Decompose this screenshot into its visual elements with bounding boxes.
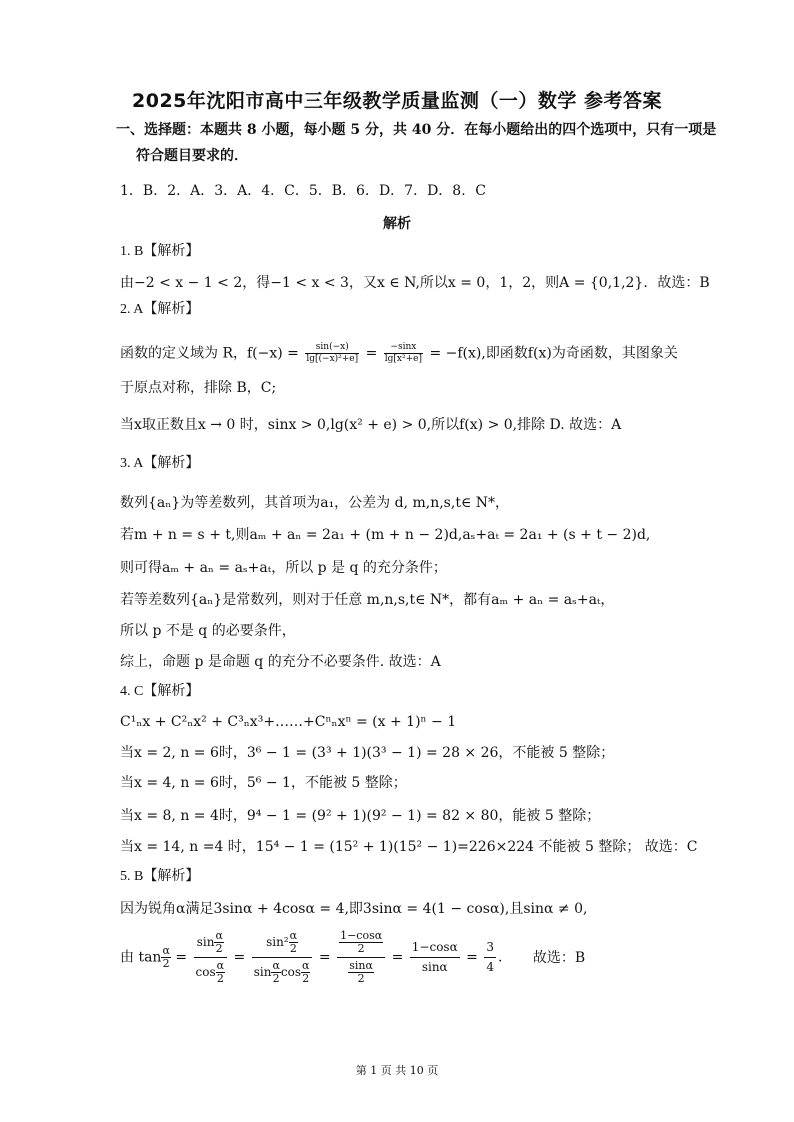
q3-line4: 若等差数列{aₙ}是常数列，则对于任意 m,n,s,t∈ N*，都有aₘ + aₙ = aₛ+aₜ， — [120, 592, 615, 608]
q2-fraction-1 — [305, 342, 359, 365]
q5-frac-sin2 — [252, 930, 313, 985]
section-heading-line1: 一、选择题：本题共 8 小题，每小题 5 分，共 40 分．在每小题给出的四个选项中，只有一项是 — [116, 122, 717, 138]
q4-line3: 当x = 4, n = 6时，5⁶ − 1，不能被 5 整除； — [120, 775, 407, 791]
q2-line1 — [120, 342, 754, 365]
q5-alpha: α — [162, 944, 170, 957]
q4-line1: C¹ₙx + C²ₙx² + C³ₙx³+……+Cⁿₙxⁿ = (x + 1)ⁿ − 1 — [120, 714, 457, 730]
q5-two-f: 2 — [302, 972, 310, 985]
q5-half-alpha-d — [289, 930, 298, 955]
q2-equals: = — [361, 345, 382, 362]
q5-alpha-d: α — [289, 929, 298, 942]
q5-frac-4-num: 1−cosα — [410, 940, 460, 958]
q5-eq-5: = — [466, 949, 478, 966]
q3-header: 3. A【解析】 — [120, 456, 200, 471]
q4-line2: 当x = 2, n = 6时，3⁶ − 1 = (3³ + 1)(3³ − 1) = 28 × 26，不能被 5 整除； — [120, 745, 615, 761]
q5-sin-squared: sin² — [266, 935, 289, 949]
q5-frac-1-den — [194, 958, 228, 985]
q5-cos-f: cos — [280, 965, 301, 979]
q1-header: 1. B【解析】 — [120, 244, 200, 259]
q5-frac-compound — [337, 930, 385, 985]
q5-eq-3: = — [318, 949, 331, 966]
q5-eq-2: = — [233, 949, 246, 966]
analysis-heading: 解析 — [383, 216, 411, 232]
q5-alpha-f: α — [302, 959, 310, 972]
answer-key: 1．B．2．A．3．A．4．C．5．B．6．D．7．D．8．C — [120, 183, 486, 199]
q5-sin-alpha: sinα — [349, 959, 373, 972]
q5-half-alpha-e — [271, 960, 280, 985]
q5-period: . — [497, 949, 503, 966]
q4-header: 4. C【解析】 — [120, 684, 200, 699]
q5-frac-1-num — [194, 930, 228, 958]
q5-frac-3-num — [337, 930, 385, 958]
q5-half-alpha-f — [301, 960, 310, 985]
q5-half-alpha — [161, 945, 170, 970]
page-footer: 第 1 页 共 10 页 — [355, 1064, 439, 1077]
q5-sin-e: sin — [253, 965, 272, 979]
q5-result-den: 4 — [486, 960, 494, 974]
q3-line5: 所以 p 不是 q 的必要条件， — [120, 623, 296, 639]
q2-header: 2. A【解析】 — [120, 302, 200, 317]
q4-line4: 当x = 8, n = 4时，9⁴ − 1 = (9² + 1)(9² − 1) = 82 × 80，能被 5 整除； — [120, 808, 601, 824]
page-title: 2025年沈阳市高中三年级教学质量监测（一）数学 参考答案 — [132, 90, 662, 112]
q5-cos: cos — [195, 965, 216, 979]
q2-frac2-denominator: lg[x²+e] — [384, 354, 422, 364]
q5-result-num: 3 — [484, 940, 496, 958]
q2-frac1-numerator: sin(−x) — [305, 342, 359, 354]
q5-two-e: 2 — [272, 972, 280, 985]
q3-line6: 综上，命题 p 是命题 q 的充分不必要条件. 故选：A — [120, 654, 441, 670]
q5-two: 2 — [162, 957, 170, 970]
q2-fraction-2 — [384, 342, 423, 365]
q5-frac-4-den: sinα — [421, 960, 448, 974]
q5-eq-4: = — [391, 949, 404, 966]
q5-answer: 故选：B — [532, 949, 586, 966]
q5-frac-2-num — [252, 930, 313, 958]
q5-frac-3-den — [337, 958, 385, 985]
q3-line3: 则可得aₘ + aₙ = aₛ+aₜ，所以 p 是 q 的充分条件； — [120, 560, 447, 576]
q1-body: 由−2 < x − 1 < 2，得−1 < x < 3，又x ∈ N,所以x = 0，1，2，则A = {0,1,2}．故选：B — [120, 275, 710, 291]
q5-frac-simplified — [410, 940, 460, 975]
q5-frac-result — [484, 940, 496, 975]
q5-header: 5. B【解析】 — [120, 869, 200, 884]
q2-frac2-numerator: −sinx — [384, 342, 423, 354]
q2-line2: 于原点对称，排除 B，C; — [120, 380, 277, 396]
q5-one-minus-cos-over-2 — [339, 930, 383, 955]
q5-alpha-c: α — [216, 959, 225, 972]
q5-one-minus-cos: 1−cosα — [340, 929, 383, 942]
q2-line1-end: = −f(x),即函数f(x)为奇函数，其图象关 — [425, 345, 678, 362]
q5-formula-prefix: 由 tan — [120, 949, 162, 966]
q5-two-d: 2 — [289, 942, 297, 955]
q2-line3: 当x取正数且x → 0 时，sinx > 0,lg(x² + e) > 0,所以f(x) > 0,排除 D. 故选：A — [120, 417, 622, 433]
q4-line5: 当x = 14, n =4 时，15⁴ − 1 = (15² + 1)(15² − 1)=226×224 不能被 5 整除； 故选：C — [120, 839, 698, 855]
q5-sin-alpha-over-2 — [348, 960, 374, 985]
q5-frac-2-den — [252, 958, 313, 985]
q3-line1: 数列{aₙ}为等差数列，其首项为a₁，公差为 d, m,n,s,t∈ N*， — [120, 495, 510, 511]
q5-formula — [120, 930, 754, 985]
q5-two-b: 2 — [215, 942, 223, 955]
section-heading-line2: 符合题目要求的． — [136, 148, 248, 164]
q2-frac1-denominator: lg[(−x)²+e] — [306, 354, 359, 364]
q3-line2: 若m + n = s + t,则aₘ + aₙ = 2a₁ + (m + n − 2)d,aₛ+aₜ = 2a₁ + (s + t − 2)d, — [120, 527, 651, 543]
q5-two-g: 2 — [357, 942, 365, 955]
q5-two-c: 2 — [216, 972, 224, 985]
q5-sin: sin — [196, 935, 215, 949]
q5-alpha-e: α — [272, 959, 280, 972]
q5-eq-1: = — [175, 949, 188, 966]
q5-line1: 因为锐角α满足3sinα + 4cosα = 4,即3sinα = 4(1 − cosα),且sinα ≠ 0, — [120, 901, 588, 917]
q5-half-alpha-b — [214, 930, 223, 955]
q5-frac-sin-over-cos — [194, 930, 228, 985]
q5-two-h: 2 — [357, 972, 365, 985]
q2-line1-start: 函数的定义域为 R，f(−x) = — [120, 345, 304, 362]
q5-half-alpha-c — [216, 960, 225, 985]
q5-alpha-b: α — [215, 929, 223, 942]
